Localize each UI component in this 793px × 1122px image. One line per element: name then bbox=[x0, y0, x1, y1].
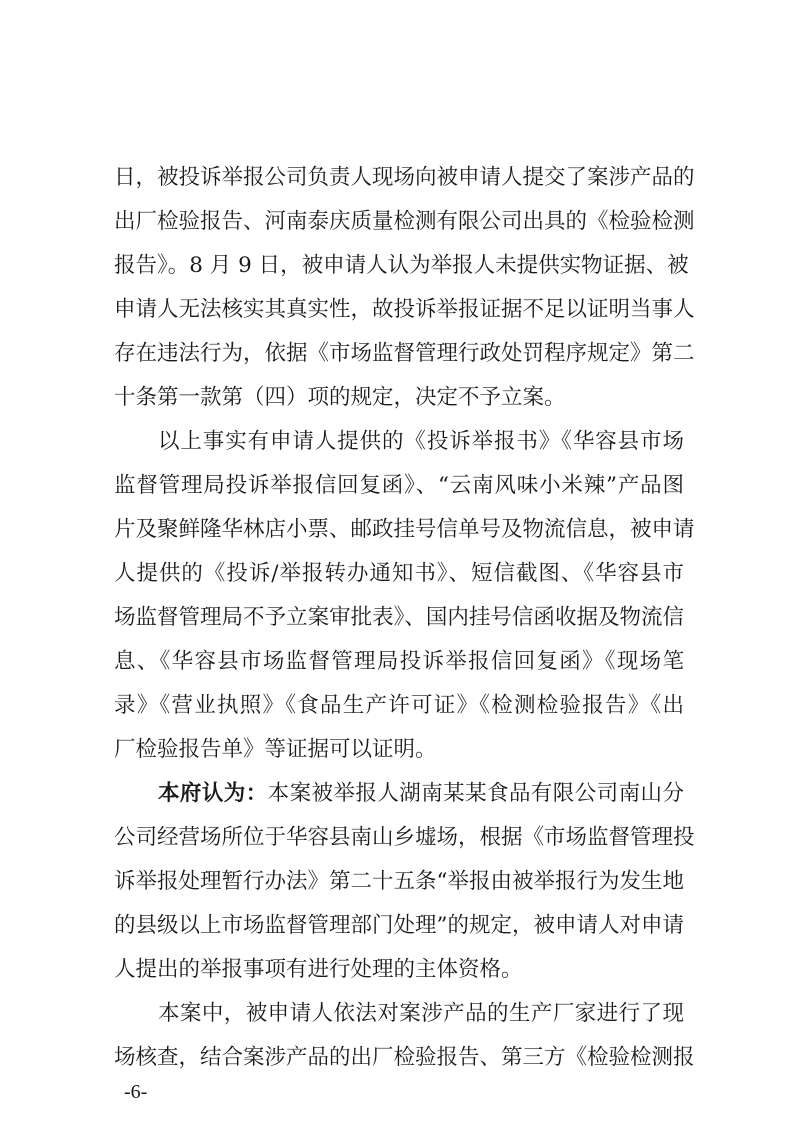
text-line-17: 诉举报处理暂行办法》第二十五条“举报由被举报行为发生地 bbox=[114, 869, 684, 894]
text-line-13: 录》《营业执照》《食品生产许可证》《检测检验报告》《出 bbox=[114, 693, 684, 718]
text-line-1: 日，被投诉举报公司负责人现场向被申请人提交了案涉产品的 bbox=[114, 165, 695, 190]
text-line-7: 以上事实有申请人提供的《投诉举报书》《华容县市场 bbox=[158, 429, 684, 454]
text-line-4: 申请人无法核实其真实性，故投诉举报证据不足以证明当事人 bbox=[114, 297, 695, 322]
text-line-15-rest: 本案被举报人湖南某某食品有限公司南山分 bbox=[267, 781, 684, 806]
text-line-5: 存在违法行为，依据《市场监督管理行政处罚程序规定》第二 bbox=[114, 341, 695, 366]
text-line-14: 厂检验报告单》等证据可以证明。 bbox=[114, 737, 437, 762]
text-line-16: 公司经营场所位于华容县南山乡墟场，根据《市场监督管理投 bbox=[114, 825, 695, 850]
text-line-19: 人提出的举报事项有进行处理的主体资格。 bbox=[114, 957, 523, 982]
text-line-2: 出厂检验报告、河南泰庆质量检测有限公司出具的《检验检测 bbox=[114, 209, 695, 234]
text-line-15 bbox=[158, 779, 684, 809]
text-line-21: 场核查，结合案涉产品的出厂检验报告、第三方《检验检测报 bbox=[114, 1045, 695, 1070]
text-line-20: 本案中，被申请人依法对案涉产品的生产厂家进行了现 bbox=[158, 1001, 684, 1026]
bold-prefix: 本府认为： bbox=[158, 781, 268, 806]
page-number: -6- bbox=[124, 1081, 148, 1103]
text-line-11: 场监督管理局不予立案审批表》、国内挂号信函收据及物流信 bbox=[114, 605, 684, 630]
text-line-8: 监督管理局投诉举报信回复函》、“云南风味小米辣”产品图 bbox=[114, 473, 684, 498]
text-line-18: 的县级以上市场监督管理部门处理”的规定，被申请人对申请 bbox=[114, 913, 684, 938]
text-line-6: 十条第一款第（四）项的规定，决定不予立案。 bbox=[114, 385, 566, 410]
text-line-9: 片及聚鲜隆华林店小票、邮政挂号信单号及物流信息，被申请 bbox=[114, 517, 695, 542]
text-line-10: 人提供的《投诉/举报转办通知书》、短信截图、《华容县市 bbox=[114, 561, 684, 586]
text-line-12: 息、《华容县市场监督管理局投诉举报信回复函》《现场笔 bbox=[114, 649, 684, 674]
text-line-3: 报告》。8 月 9 日，被申请人认为举报人未提供实物证据、被 bbox=[114, 253, 689, 278]
